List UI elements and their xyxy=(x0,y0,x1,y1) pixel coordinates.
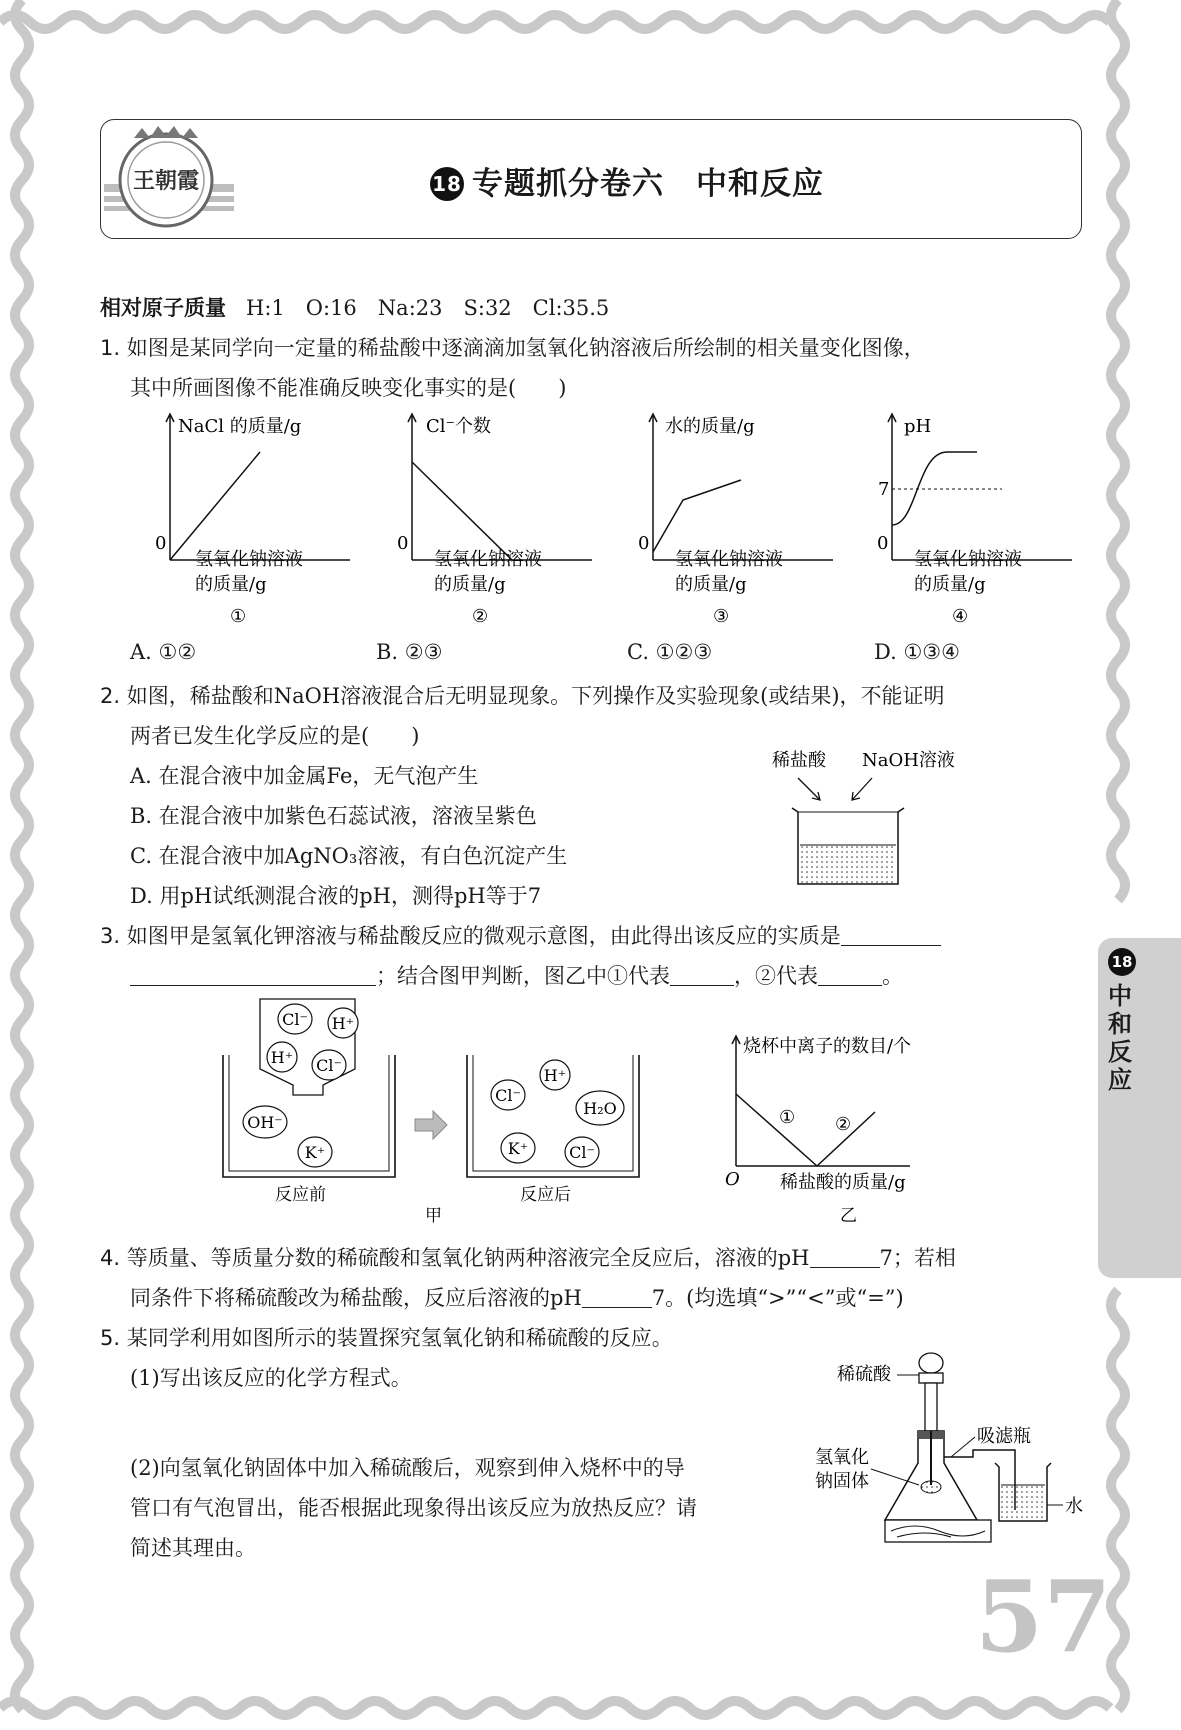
q3-ion-after-h: H⁺ xyxy=(543,1066,567,1085)
q4-text1a: 等质量、等质量分数的稀硫酸和氢氧化钠两种溶液完全反应后，溶液的pH xyxy=(126,1246,810,1270)
q1-graph3-origin: 0 xyxy=(638,533,650,554)
q1-number: 1. xyxy=(100,336,121,360)
q3-ion-before-k: K⁺ xyxy=(304,1143,326,1162)
q2-option-c: C. 在混合液中加AgNO₃溶液，有白色沉淀产生 xyxy=(130,844,568,868)
q3-ion-top-h2: H⁺ xyxy=(270,1048,294,1067)
frame-left-wave xyxy=(15,0,29,1710)
q1-graph1-tag: ① xyxy=(230,606,247,627)
q3-blank-mark2[interactable] xyxy=(818,965,882,986)
title-text: 专题抓分卷六 中和反应 xyxy=(472,166,824,202)
q3-ion-after-cl1: Cl⁻ xyxy=(495,1086,521,1105)
q1-graph3-xlabel1: 氢氧化钠溶液 xyxy=(675,549,783,570)
atomic-mass-line xyxy=(100,292,609,322)
q1-graph1-xlabel2: 的质量/g xyxy=(195,574,267,595)
q4-number: 4. xyxy=(100,1246,121,1270)
q2-option-d: D. 用pH试纸测混合液的pH，测得pH等于7 xyxy=(130,884,542,908)
q1-graph4-ref: 7 xyxy=(878,479,890,500)
q3-graph-ylabel: 烧杯中离子的数目/个 xyxy=(743,1036,912,1057)
q3-number: 3. xyxy=(100,924,121,948)
q1-graph4-ylabel: pH xyxy=(904,416,932,437)
q4-text1b: 7；若相 xyxy=(879,1246,956,1270)
frame-right-wave xyxy=(1111,0,1125,900)
q1-graph-3 xyxy=(633,410,853,630)
q4-blank-1[interactable] xyxy=(810,1247,880,1268)
q3-ion-top-cl2: Cl⁻ xyxy=(316,1056,342,1075)
q1-option-c: C. ①②③ xyxy=(627,640,713,664)
q3-ion-after-cl2: Cl⁻ xyxy=(569,1143,595,1162)
q1-graph3-tag: ③ xyxy=(713,606,730,627)
brand-logo xyxy=(104,122,234,232)
q1-graph1-origin: 0 xyxy=(155,533,167,554)
q3-ion-after-h2o: H₂O xyxy=(583,1099,617,1118)
q2-option-a: A. 在混合液中加金属Fe，无气泡产生 xyxy=(130,764,479,788)
q1-graph4-tag: ④ xyxy=(952,606,969,627)
q3-label-jia: 甲 xyxy=(425,1206,442,1225)
q3-label-before: 反应前 xyxy=(275,1185,326,1205)
q5-sub1: (1)写出该反应的化学方程式。 xyxy=(130,1366,412,1390)
q5-apparatus-figure xyxy=(815,1345,1085,1545)
q3-blank-mark1[interactable] xyxy=(670,965,734,986)
q1-graph-2 xyxy=(392,410,612,630)
q1-option-d: D. ①③④ xyxy=(874,640,960,664)
q1-graph3-ylabel: 水的质量/g xyxy=(665,416,755,437)
q5-line1 xyxy=(100,1322,673,1352)
q3-ion-top-h1: H⁺ xyxy=(331,1014,355,1033)
q4-blank-2[interactable] xyxy=(582,1287,652,1308)
q2-number: 2. xyxy=(100,684,121,708)
q3-graph-mark1: ① xyxy=(779,1107,796,1128)
q1-graph2-tag: ② xyxy=(472,606,489,627)
q1-graph1-xlabel1: 氢氧化钠溶液 xyxy=(195,549,303,570)
q3-graph-mark2: ② xyxy=(835,1114,852,1135)
q4-line2 xyxy=(130,1282,904,1312)
side-tab-number: 18 xyxy=(1108,948,1136,976)
page-number: 57 xyxy=(975,1560,1112,1675)
frame-top-wave xyxy=(0,15,1110,29)
q3-line2 xyxy=(130,960,903,990)
q2-option-b: B. 在混合液中加紫色石蕊试液，溶液呈紫色 xyxy=(130,804,537,828)
q3-line1 xyxy=(100,920,941,950)
q2-fig-label-naoh: NaOH溶液 xyxy=(862,750,955,771)
q1-graph1-ylabel: NaCl 的质量/g xyxy=(178,416,302,437)
q5-fig-acid: 稀硫酸 xyxy=(837,1364,891,1385)
q3-text1: 如图甲是氢氧化钾溶液与稀盐酸反应的微观示意图，由此得出该反应的实质是 xyxy=(126,924,841,948)
q2-text1: 如图，稀盐酸和NaOH溶液混合后无明显现象。下列操作及实验现象(或结果)，不能证明 xyxy=(126,684,945,708)
q2-text2: 两者已发生化学反应的是( ) xyxy=(130,724,420,748)
q3-ion-before-oh: OH⁻ xyxy=(247,1113,283,1132)
q1-graph2-xlabel2: 的质量/g xyxy=(434,574,506,595)
q5-fig-solid2: 钠固体 xyxy=(815,1471,869,1492)
q5-sub2-line2: 管口有气泡冒出，能否根据此现象得出该反应为放热反应？请 xyxy=(130,1496,697,1520)
q3-graph-origin: O xyxy=(725,1169,740,1190)
svg-text:王朝霞: 王朝霞 xyxy=(132,169,200,194)
q5-sub2-line3: 简述其理由。 xyxy=(130,1536,256,1560)
q3-graph-xlabel: 稀盐酸的质量/g xyxy=(780,1172,906,1193)
q4-text2b: 7。(均选填“>”“<”或“=”) xyxy=(651,1286,904,1310)
q3-label-yi: 乙 xyxy=(840,1206,857,1225)
atomic-mass-values: H:1 O:16 Na:23 S:32 Cl:35.5 xyxy=(246,296,610,320)
frame-bottom-wave xyxy=(0,1701,1110,1715)
chapter-number-badge: 18 xyxy=(430,167,464,201)
q1-text2: 其中所画图像不能准确反映变化事实的是( ) xyxy=(130,376,567,400)
q3-ion-top-cl1: Cl⁻ xyxy=(282,1010,308,1029)
q5-number: 5. xyxy=(100,1326,121,1350)
side-tab-text: 中和反应 xyxy=(1108,982,1132,1094)
q3-label-after: 反应后 xyxy=(520,1185,571,1205)
q2-beaker-figure xyxy=(760,740,1010,890)
q1-graph3-xlabel2: 的质量/g xyxy=(675,574,747,595)
q3-text4: 。 xyxy=(882,964,903,988)
q3-ion-after-k: K⁺ xyxy=(507,1139,529,1158)
q1-graph4-xlabel1: 氢氧化钠溶液 xyxy=(914,549,1022,570)
q2-line1 xyxy=(100,680,945,710)
q1-option-b: B. ②③ xyxy=(376,640,443,664)
q1-graph4-origin: 0 xyxy=(877,533,889,554)
q1-graph-4 xyxy=(872,410,1092,630)
q3-graph-yi xyxy=(725,1030,995,1225)
q3-blank-essence-a[interactable] xyxy=(841,925,941,946)
q1-graph-1 xyxy=(150,410,370,630)
q1-graph2-origin: 0 xyxy=(397,533,409,554)
q3-text2: ；结合图甲判断，图乙中①代表 xyxy=(376,964,670,988)
q2-fig-label-acid: 稀盐酸 xyxy=(772,750,826,771)
q1-text1: 如图是某同学向一定量的稀盐酸中逐滴滴加氢氧化钠溶液后所绘制的相关量变化图像， xyxy=(126,336,925,360)
q4-line1 xyxy=(100,1242,956,1272)
q5-sub2-line1: (2)向氢氧化钠固体中加入稀硫酸后，观察到伸入烧杯中的导 xyxy=(130,1456,685,1480)
q5-fig-flask: 吸滤瓶 xyxy=(977,1426,1031,1447)
q3-figure-jia xyxy=(215,995,655,1225)
q5-fig-solid1: 氢氧化 xyxy=(815,1447,869,1468)
atomic-mass-label: 相对原子质量 xyxy=(100,296,226,320)
q1-graph4-xlabel2: 的质量/g xyxy=(914,574,986,595)
q3-text3: ，②代表 xyxy=(734,964,818,988)
q5-text1: 某同学利用如图所示的装置探究氢氧化钠和稀硫酸的反应。 xyxy=(126,1326,673,1350)
frame-right-wave-lower xyxy=(1111,1290,1125,1710)
q5-fig-water: 水 xyxy=(1065,1496,1083,1517)
q1-option-a: A. ①② xyxy=(130,640,197,664)
q3-blank-essence-b[interactable] xyxy=(130,965,376,986)
q1-line1 xyxy=(100,332,925,362)
q1-graph2-xlabel1: 氢氧化钠溶液 xyxy=(434,549,542,570)
q1-graph2-ylabel: Cl⁻个数 xyxy=(426,416,492,437)
page-title xyxy=(430,158,824,203)
q4-text2a: 同条件下将稀硫酸改为稀盐酸，反应后溶液的pH xyxy=(130,1286,582,1310)
